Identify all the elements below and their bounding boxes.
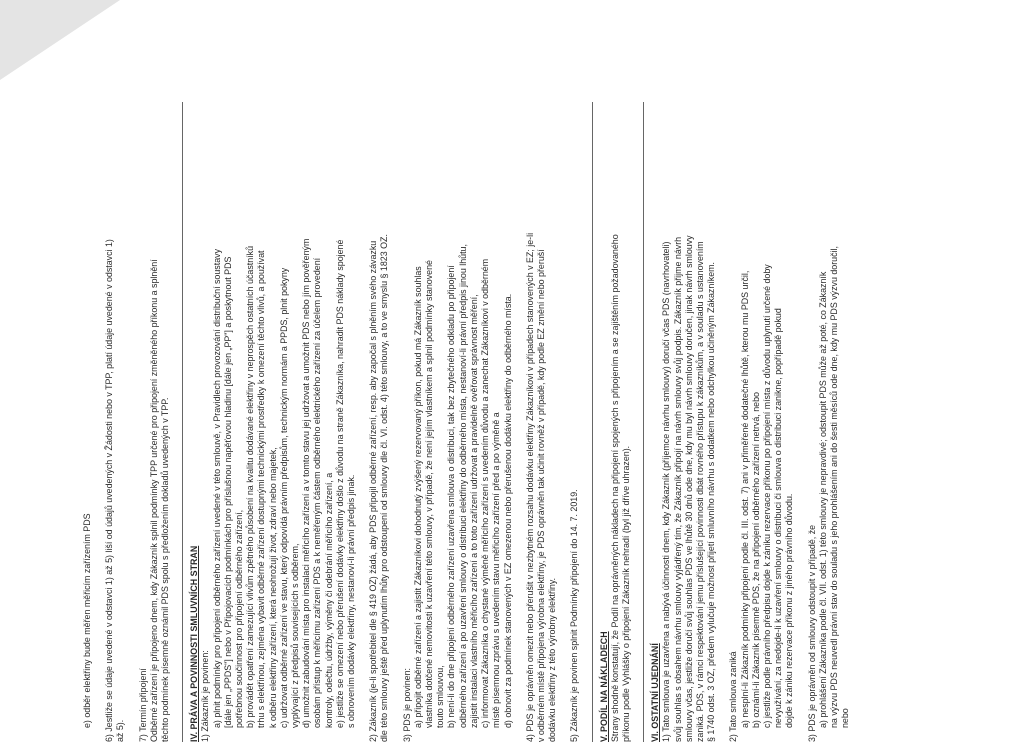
text-line: b) provádět opatření zamezující vlivům zpětného působení na kvalitu dodávané elektřiny v neprospěch ostatních účastníků — [245, 245, 256, 728]
text-line: 3) PDS je povinen: — [401, 668, 412, 742]
text-line: odběrného zařízení a po uzavření smlouvy o distribuci elektřiny do odběrného místa, nestanoví-li právní předpis jinou lhůtu, — [457, 244, 468, 728]
text-line: 7) Termín připojení — [137, 668, 148, 742]
text-line: 2) Tato smlouva zaniká — [728, 651, 739, 742]
section-divider — [643, 102, 644, 742]
text-line: svůj souhlas s obsahem návrhu smlouvy vyjádřený tím, že Zákazník připojí na návrh smlouvy svůj podpis. Zákazník přijme návrh — [672, 236, 683, 742]
text-line: c) informovat Zákazníka o chystané výměně měřicího zařízení s uvedením důvodu a zanechat Zákazníkovi v odběrném — [480, 258, 491, 728]
text-line: potřebnou součinnost pro připojení odběrného zařízení, — [234, 509, 245, 728]
section-6-point-1 — [661, 52, 717, 742]
text-line: vlastníka dotčené nemovitosti k uzavření této smlouvy, v případě, že není jejím vlastníkem a splnil podmínky stanovené — [424, 260, 435, 728]
text-line: smlouvy včas, jestliže doručí svůj souhlas PDS ve lhůtě 30 dnů ode dne, kdy mu byl návrh smlouvy doručen, jinak návrh smlouvy — [683, 235, 694, 742]
text-line: Strany shodně konstatují, že Podíl na oprávněných nákladech na připojení spojených s připojením a se zajištěním požadovaného — [609, 234, 620, 742]
text-line: těchto podmínek písemně oznámil PDS spolu s předložením dokladů uvedených v TPP. — [160, 397, 171, 742]
section-4-heading: IV. PRÁVA A POVINNOSTI SMLUVNÍCH STRAN — [189, 545, 200, 742]
section-5-text — [610, 52, 632, 742]
section-6-heading: VI. OSTATNÍ UJEDNÁNÍ — [650, 643, 661, 742]
text-line: [dále jen „PPDS"] nebo v Připojovacích podmínkách pro příslušnou napěťovou hladinu [dále jen „PP"] a poskytnout PDS — [222, 256, 233, 728]
section-4-point-1 — [200, 52, 357, 742]
text-line: v odběrném místě připojena výrobna elektřiny, je PDS oprávněn tak učinit rovněž v případě, kdy podle EZ změní nebo přeruší — [535, 249, 546, 742]
section-divider — [592, 102, 593, 742]
text-line: kontroly, odečtu, údržby, výměny či odebrání měřicího zařízení, a — [323, 472, 334, 728]
text-line: 4) PDS je oprávněn omezit nebo přerušit v nezbytném rozsahu dodávku elektřiny Zákazníkovi v případech stanovených v EZ; je-li — [524, 232, 535, 742]
text-line: vyplývající z předpisů souvisejících s odběrem, — [290, 543, 301, 728]
text-line: d) umožnit zabudování místa pro instalaci měřicího zařízení a v tomto stavu jej udržovat a umožnit PDS nebo jím pověřeným — [301, 238, 312, 728]
text-line: 1) Tato smlouva je uzavřena a nabývá účinnosti dnem, kdy Zákazník (příjemce návrhu smlouvy) doručí včas PDS (navrhovateli) — [661, 241, 672, 742]
text-line: a) plnit podmínky pro připojení odběrného zařízení uvedené v této smlouvě, v Pravidlech provozování distribuční soustavy — [211, 248, 222, 728]
text-line: zaniká. PDS, v rámci respektování jemu příslušející povinnosti dbát rovného přístupu k zákazníkům, a v souladu s ustanovením — [694, 241, 705, 742]
text-line: na výzvu PDS neuvedl právní stav do souladu s jeho prohlášením ani do šesti měsíců ode dne, kdy mu PDS výzvu doručil, — [828, 246, 839, 728]
text-line: Odběrné zařízení je připojeno dnem, kdy Zákazník splnil podmínky TPP určené pro připojení změněného příkonu a splnění — [148, 259, 159, 742]
section-4-point-5 — [569, 52, 580, 742]
contract-page — [82, 52, 962, 742]
section-4-point-4 — [525, 52, 559, 742]
text-line: 3) PDS je oprávněn od smlouvy odstoupit v případě, že — [806, 524, 817, 742]
text-line: 5) Zákazník je povinen splnit Podmínky připojení do 14. 7. 2019. — [569, 489, 580, 742]
section-4-point-2 — [368, 52, 390, 742]
text-line: a) prohlášení Zákazníka podle čl. VII. odst. 1) této smlouvy je nepravdivé; odstoupit PDS může až poté, co Zákazník — [817, 271, 828, 728]
text-line: b) oznámí-li Zákazník písemně PDS, že na připojení odběrného zařízení netrvá, nebo — [750, 392, 761, 728]
text-line: nevyužívání, za nedojde-li k uzavření smlouvy o distribuci či smlouva o distribuci zanikne, popřípadě pokud — [773, 308, 784, 728]
text-line: 6) Jestliže se údaje uvedené v odstavci 1) až 5) liší od údajů uvedených v Žádosti nebo v TPP, platí údaje uvedené v odstavci 1) — [104, 239, 115, 742]
section-4-point-3 — [402, 52, 514, 742]
text-line: § 1740 odst. 3 OZ, předem vylučuje možnost přijetí smluvního návrhu s dodatkem nebo odchylkou učiněným Zákazníkem. — [706, 262, 717, 742]
paragraph-7 — [138, 52, 172, 742]
text-line: d) obnovit za podmínek stanovených v EZ omezenou nebo přerušenou dodávku elektřiny do odběrného místa. — [502, 293, 513, 728]
text-line: e) odběr elektřiny bude měřen měřicím zařízením PDS — [82, 513, 92, 728]
text-line: touto smlouvou, — [435, 665, 446, 728]
text-line: až 5). — [115, 719, 126, 742]
text-line: c) udržovat odběrné zařízení ve stavu, který odpovídá právním předpisům, technickým normám a PPDS, plnit pokyny — [278, 267, 289, 728]
text-line: dojde k zániku rezervace příkonu z jiného právního důvodu. — [784, 493, 795, 728]
text-line: k odběru elektřiny zařízení, která neohrožují život, zdraví nebo majetek, — [267, 447, 278, 728]
text-line: 2) Zákazník (je-li spotřebitel dle § 419 OZ) žádá, aby PDS připojil odběrné zařízení, resp. aby započal s plněním svého závazku — [368, 240, 379, 742]
text-line: b) není-li do dne připojení odběrného zařízení uzavřena smlouva o distribuci, tak bez zbytečného odkladu po připojení — [446, 265, 457, 728]
section-5-heading: V. PODÍL NA NÁKLADECH — [598, 631, 609, 742]
paragraph-6 — [104, 52, 126, 742]
text-line: místě písemnou zprávu s uvedením stavu měřicího zařízení před a po výměně a — [491, 412, 502, 728]
text-line: e) jestliže se omezení nebo přerušení dodávky elektřiny došlo z důvodu na straně Zákazníka, nahradit PDS náklady spojené — [334, 239, 345, 728]
text-line: a) nesplní-li Zákazník podmínky připojení podle čl. III. odst. 7) ani v přiměřené dodatečné lhůtě, kterou mu PDS určil, — [739, 270, 750, 728]
text-line: osobám přístup k měřicímu zařízení PDS a k neměřeným částem odběrného elektrického zařízení za účelem provedení — [312, 257, 323, 728]
text-line: c) jestliže podle právního předpisu dojde k zániku rezervace příkonu po připojení místa z důvodu uplynutí určené doby — [761, 264, 772, 728]
paragraph-e — [82, 52, 93, 742]
text-line: zajistit instalaci vlastního měřicího zařízení a to toto zařízení udržovat a pravidelně ověřovat správnost měření, — [468, 294, 479, 728]
text-line: nebo — [840, 708, 851, 728]
text-line: příkonu podle Vyhlášky o připojení Zákazník nehradí (byl již dříve uhrazen). — [620, 445, 631, 742]
section-divider — [182, 102, 183, 742]
text-line: 1) Zákazník je povinen: — [200, 650, 211, 742]
section-6-point-2 — [728, 52, 795, 742]
text-line: dle této smlouvy ještě před uplynutím lhůty pro odstoupení od smlouvy dle čl. VI. odst. 4) této smlouvy, a to ve smyslu § 1823 OZ. — [379, 234, 390, 742]
text-line: trhu s elektřinou, zejména vybavit odběrné zařízení dostupnými technickými prostředky k omezení těchto vlivů, a používat — [256, 250, 267, 728]
section-6-point-3 — [807, 52, 852, 742]
text-line: a) připojit odběrné zařízení a zajistit Zákazníkovi dohodnutý zvýšený rezervovaný příkon, pokud má Zákazník souhlas — [412, 266, 423, 728]
text-line: dodávku elektřiny z této výrobny elektřiny. — [547, 577, 558, 742]
text-line: s obnovením dodávky elektřiny, nestanoví-li právní předpis jinak. — [346, 474, 357, 728]
